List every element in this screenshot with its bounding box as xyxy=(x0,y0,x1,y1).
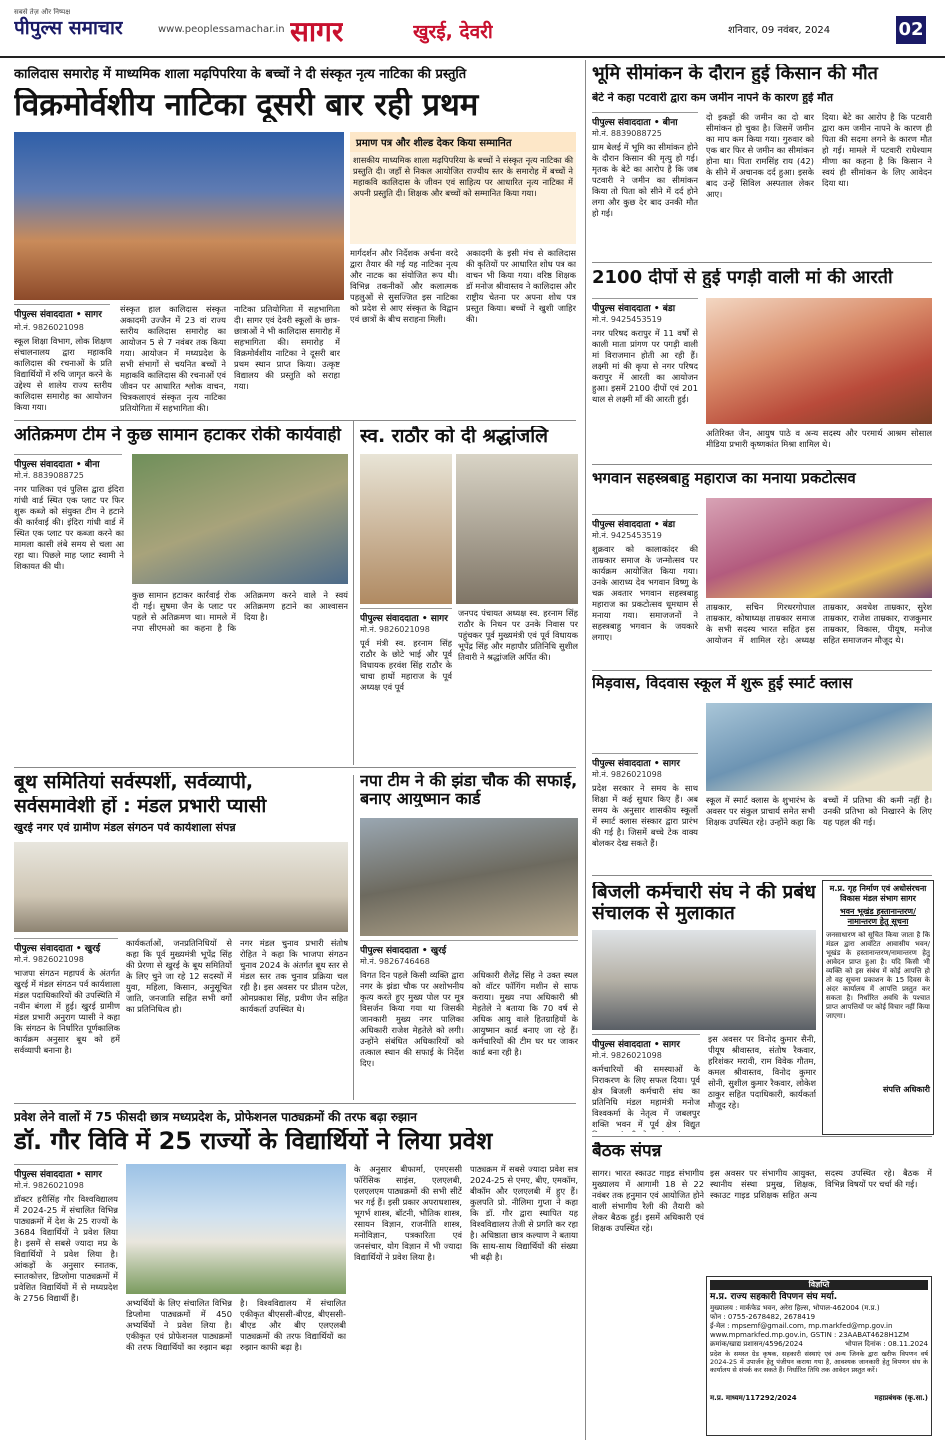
byline-place: बीना xyxy=(662,118,678,128)
ad-ref-number: क्रमांक/खाद्य प्रशासन/4596/2024 xyxy=(710,1340,803,1349)
story-headline: बेटे ने कहा पटवारी द्वारा कम जमीन नापने के कारण हुई मौत xyxy=(592,92,833,104)
story-kicker: प्रवेश लेने वालों में 75 फीसदी छात्र मध्यप्रदेश के, प्रोफेशनल पाठ्यक्रमों की तरफ बढ़ा रुझान xyxy=(14,1110,417,1124)
byline-name: पीपुल्स संवाददाता xyxy=(592,118,651,128)
story-headline: विक्रमोर्वशीय नाटिका दूसरी बार रही प्रथम xyxy=(14,88,479,123)
byline-place: खुरई xyxy=(84,944,101,954)
story-headline: नपा टीम ने की झंडा चौक की सफाई, बनाए आयुष्मान कार्ड xyxy=(360,772,578,808)
byline-name: पीपुल्स संवाददाता xyxy=(360,614,419,624)
story-column: कुछ सामान हटाकर कार्रवाई रोक दी गई। सुषमा जैन के प्लाट पर पहले से अतिक्रमण था। मामले में नपा सीएमओ का कहना है कि अतिक्रमण करने वाले ने स्वयं अतिक्रमण हटाने का आश्वासन दिया है। xyxy=(132,590,348,634)
story-headline: डॉ. गौर विवि में 25 राज्यों के विद्यार्थियों ने लिया प्रवेश xyxy=(14,1128,493,1155)
website-url[interactable]: www.peoplessamachar.in xyxy=(158,24,285,35)
byline-place: सागर xyxy=(430,614,448,624)
story-column: दो इकड़ों की जमीन का दो बार सीमांकन हो चुका है। जिसमें जमीन का माप कम किया गया। गुरुवार को एक बार फिर से जमीन का सीमांकन होना था। पिता रामसिंह राय (42) के सीने में अचानक दर्द हुआ। इसके बाद उन्हें सिविल अस्पताल लेकर आए। xyxy=(706,112,814,200)
portrait-photo xyxy=(360,454,452,604)
ad-signatory: महाप्रबंधक (कृ.सा.) xyxy=(874,1393,928,1402)
story-mobile: मो.नं. 9425453519 xyxy=(592,315,662,324)
story-column: कार्यकर्ताओं, जनप्रतिनिधियों से कहा कि पूर्व मुख्यमंत्री भूपेंद्र सिंह की प्रेरणा से खुरई के बूथ समितियों के लिए चुने जा रहे 12 सदस्यों में युवा, महिला, किसान, अनुसूचित जाति, जनजाति सहित सभी वर्गों का प्रतिनिधित्व हो। xyxy=(126,938,232,1015)
story-photo xyxy=(14,842,348,932)
subcities-title: खुरई, देवरी xyxy=(413,21,493,43)
story-headline: बैठक संपन्न xyxy=(592,1142,662,1161)
story-byline: पीपुल्स संवाददाता • खुरई xyxy=(360,940,578,956)
story-kicker: भूमि सीमांकन के दौरान हुई किसान की मौत xyxy=(592,64,878,84)
story-photo xyxy=(456,454,578,604)
byline-name: पीपुल्स संवाददाता xyxy=(592,1040,651,1050)
page-number: 02 xyxy=(896,16,926,44)
masthead xyxy=(0,0,945,58)
story-column: नगर परिषद करापुर में 11 वर्षों से काली माता प्रांगण पर पगड़ी वाली मां विराजमान होती आ रही हैं। लक्ष्मी मां की कृपा से नगर परिषद करापुर में आरती का आयोजन हुआ। इसमें 2100 दीपों एवं 201 थाल से लक्ष्मी माँ की आरती हुई। xyxy=(592,328,698,405)
story-column: शुक्रवार को कालाकांदर की ताम्रकार समाज के जन्मोत्सव पर कार्यक्रम आयोजित किया गया। उनके आराध्य देव भगवान विष्णु के चक्र अवतार भगवान सहस्त्रबाहु महाराज का प्रकटोत्सव धूमधाम से मनाया गया। समाजजनों ने सहस्त्रबाहु भगवान के जयकारे लगाए। xyxy=(592,544,698,643)
ad-reference-row xyxy=(710,1340,928,1349)
story-mobile: मो.नं. 9826746468 xyxy=(360,957,430,966)
byline-place: सागर xyxy=(662,759,680,769)
story-cleanliness xyxy=(360,772,578,1102)
story-byline: पीपुल्स संवाददाता • खुरई xyxy=(14,938,118,954)
story-column: नगर मंडल चुनाव प्रभारी संतोष रोहित ने कहा कि भाजपा संगठन चुनाव 2024 के अंतर्गत बूथ स्तर से मंडल स्तर तक चुनाव प्रक्रिया चल रही है। इस अवसर पर प्रीतम पटेल, ओमप्रकाश सिंह, प्रवीण जैन सहित कार्यकर्ता उपस्थित थे। xyxy=(240,938,348,1015)
story-headline: 2100 दीपों से हुई पगड़ी वाली मां की आरती xyxy=(592,268,893,288)
story-mobile: मो.नं. 8839088725 xyxy=(14,471,84,480)
story-diya-aarti xyxy=(592,266,932,462)
ad-email[interactable]: ई-मेल : mpsemf@gmail.com, mp.markfed@mp.gov.in xyxy=(710,1322,893,1331)
column-divider xyxy=(353,420,354,765)
story-headline-line1: बूथ समितियां सर्वस्पर्शी, सर्वव्यापी, xyxy=(14,772,254,793)
story-headline: भगवान सहस्त्रबाहु महाराज का मनाया प्रकटोत्सव xyxy=(592,470,856,487)
story-photo xyxy=(706,298,932,424)
section-rule xyxy=(592,670,932,671)
story-column: सागर। भारत स्काउट गाइड संभागीय मुख्यालय में आगामी 18 से 22 नवंबर तक हनुमान एवं आयोजित होने वाली संभागीय रैली की तैयारी को लेकर बैठक हुई। इसमें अधिकारी एवं शिक्षक उपस्थित रहे। xyxy=(592,1168,704,1234)
story-headline: बिजली कर्मचारी संघ ने की प्रबंध संचालक से मुलाकात xyxy=(592,882,816,924)
story-farmer-death xyxy=(592,60,932,260)
byline-place: बीना xyxy=(84,460,100,470)
edition-date: शनिवार, 09 नवंबर, 2024 xyxy=(728,25,831,36)
notice-signatory: संपत्ति अधिकारी xyxy=(882,1084,930,1094)
story-mobile: मो.नं. 9826021098 xyxy=(360,625,430,634)
story-byline: पीपुल्स संवाददाता • बीना xyxy=(14,454,122,470)
logo-tagline: सबसे तेज़ और निष्पक्ष xyxy=(14,8,71,16)
byline-name: पीपुल्स संवाददाता xyxy=(14,310,73,320)
byline-name: पीपुल्स संवाददाता xyxy=(592,304,651,314)
story-column: जनपद पंचायत अध्यक्ष स्व. हरनाम सिंह राठौर के निधन पर उनके निवास पर पहुंचकर पूर्व मुख्यमंत्री एवं पूर्व विधायक भूपेंद्र सिंह और महापौर प्रतिनिधि सुशील तिवारी ने श्रद्धांजलि अर्पित की। xyxy=(458,608,578,663)
housing-board-notice xyxy=(822,880,934,1135)
ad-footer xyxy=(710,1394,928,1403)
story-column: के अनुसार बीफार्मा, एमएससी फॉरेंसिक साइंस, एलएलबी, एलएलएम पाठ्यक्रमों की सभी सीटें भर गई हैं। इसी प्रकार अपराधशास्त्र, भूगर्भ शास्त्र, बॉटनी, भौतिक शास्त्र, रसायन विज्ञान, राजनीति शास्त्र, मनोविज्ञान, पत्रकारिता एवं जनसंचार, योग विज्ञान में भी ज्यादा विद्यार्थियों ने प्रवेश लिया है। xyxy=(354,1164,462,1263)
section-rule xyxy=(592,1136,932,1137)
story-mobile: मो.नं. 8839088725 xyxy=(592,129,662,138)
story-kicker: कालिदास समारोह में माध्यमिक शाला मढ़पिपरिया के बच्चों ने दी संस्कृत नृत्य नाटिका की प्रस्तुति xyxy=(14,67,467,82)
story-mobile: मो.नं. 9425453519 xyxy=(592,531,662,540)
story-column: डॉक्टर हरीसिंह गौर विश्वविद्यालय में 2024-25 में संचालित विभिन्न पाठ्यक्रमों में देश के 25 राज्यों के 3684 विद्यार्थियों ने प्रवेश लिया है। इसमें से सबसे ज्यादा मप्र के विद्यार्थियों ने प्रवेश लिया है। आंकड़ों के अनुसार स्नातक, स्नातकोत्तर, डिप्लोमा पाठ्यक्रमों में प्रवेशित विद्यार्थियों में से मध्यप्रदेश के 2756 विद्यार्थी हैं। xyxy=(14,1194,118,1304)
story-byline: पीपुल्स संवाददाता • सागर xyxy=(592,1034,700,1050)
story-column: ताम्रकार, सचिन गिरधरगोपाल ताम्रकार, कोषाध्यक्ष ताम्रकार समाज के सभी सदस्य भारत सहित इस आयोजन में शामिल रहे। अध्यक्ष ताम्रकार, अवधेश ताम्रकार, सुरेश ताम्रकार, राजेश ताम्रकार, राजकुमार ताम्रकार, विकास, पीयूष, मनोज सहित समाजजन मौजूद थे। xyxy=(706,602,932,646)
byline-name: पीपुल्स संवाददाता xyxy=(14,1170,73,1180)
column-divider xyxy=(585,60,586,1440)
story-booth-committee xyxy=(14,772,348,1102)
story-column: नगर पालिका एवं पुलिस द्वारा इंदिरा गांधी वार्ड स्थित एक प्लाट पर फिर शुरू कब्जे को संयुक्त टीम ने हटाने की कार्रवाई की। इंदिरा गांधी वार्ड में स्थित एक प्लाट पर कब्जा करने का मामला कासी लंबे समय से चला आ रहा था। पिछले माह प्लाट स्वामी ने शिकायत की थी। xyxy=(14,484,124,572)
markfed-advertisement xyxy=(706,1276,932,1436)
byline-place: सागर xyxy=(84,310,102,320)
byline-place: बंडा xyxy=(662,520,676,530)
story-column: स्कूल में स्मार्ट क्लास के शुभारंभ के अवसर पर संकुल प्राचार्य समेत सभी शिक्षक उपस्थित रहे। उन्होंने कहा कि बच्चों में प्रतिभा की कमी नहीं है। उनकी प्रतिभा को निखारने के लिए यह पहल की गई। xyxy=(706,795,932,828)
story-electricity-union xyxy=(592,878,816,1133)
newspaper-logo: पीपुल्स समाचार xyxy=(14,17,123,39)
story-mobile: मो.नं. 9826021098 xyxy=(14,1181,84,1190)
story-photo xyxy=(14,132,344,300)
section-rule xyxy=(14,1103,576,1104)
byline-place: खुरई xyxy=(430,946,447,956)
story-photo xyxy=(592,930,816,1030)
story-column: विगत दिन पहले किसी व्यक्ति द्वारा नगर के झंडा चौक पर अशोभनीय कृत्य करते हुए मुख्य पोल पर मूत्र विसर्जन किया गया था जिसकी जानकारी मुख्य नगर पालिका अधिकारी राजेश मेहतेले को लगी। उन्होंने संबंधित अधिकारियों को तत्काल स्थान की सफाई के निर्देश दिए। xyxy=(360,970,464,1069)
notice-body: जनसाधारण को सूचित किया जाता है कि मंडल द्वारा आवंटित आवासीय भवन/भूखंड के हस्तानान्तरण/नामान्तरण हेतु आवेदन प्राप्त हुआ है। यदि किसी भी व्यक्ति को इस संबंध में कोई आपत्ति हो तो वह सूचना प्रकाशन के 15 दिवस के अंदर कार्यालय में आपत्ति प्रस्तुत कर सकता है। निर्धारित अवधि के पश्चात प्राप्त आपत्तियों पर कोई विचार नहीं किया जाएगा। xyxy=(826,930,930,1021)
story-column: नाटिका प्रतियोगिता में सहभागिता दी। सागर एवं देवरी स्कूलों के छात्र-छात्राओं ने भी कालिदास समारोह में सहभागिता की। समारोह में विक्रमोर्वशीय नाटिका ने दूसरी बार प्रथम स्थान प्राप्त किया। उत्कृष्ट विद्यालय की प्रस्तुति को सराहा गया। xyxy=(234,304,340,392)
story-column: अधिकारी शैलेंद्र सिंह ने उक्त स्थल को वॉटर फॉगिंग मशीन से साफ कराया। मुख्य नपा अधिकारी श्री मेहतेले ने बताया कि 70 वर्ष से अधिक आयु वाले हितग्राहियों के आयुष्मान कार्ड बनाए जा रहे हैं। कर्मचारियों की टीम घर घर जाकर कार्ड बना रही है। xyxy=(472,970,578,1058)
story-tribute xyxy=(360,424,578,764)
story-byline: पीपुल्स संवाददाता • बीना xyxy=(592,112,698,128)
section-rule xyxy=(14,767,576,768)
story-sahastrabahu xyxy=(592,468,932,668)
story-mobile: मो.नं. 9826021098 xyxy=(14,323,84,332)
story-meeting xyxy=(592,1140,704,1440)
ad-phone: फोन : 0755-2678482, 2678419 xyxy=(710,1313,816,1322)
story-byline: पीपुल्स संवाददाता • सागर xyxy=(360,608,452,624)
story-byline: पीपुल्स संवाददाता • सागर xyxy=(14,304,110,320)
byline-name: पीपुल्स संवाददाता xyxy=(14,460,73,470)
ad-title: म.प्र. राज्य सहकारी विपणन संघ मर्या. xyxy=(710,1292,838,1303)
story-column: संस्कृत हाल कालिदास संस्कृत अकादमी उज्जैन में 23 वां राज्य स्तरीय कालिदास समारोह का आयोजन 5 से 7 नवंबर तक किया गया। आयोजन में मध्यप्रदेश के सभी संभागों से चयनित बच्चों ने महाकवि कालिदास की रचनाओं एवं जीवन पर आधारित श्लोक वाचन, चित्रकलाएवं संस्कृत नृत्य नाटिका प्रतियोगिता में सहभागिता की। xyxy=(120,304,226,414)
story-mobile: मो.नं. 9826021098 xyxy=(592,1051,662,1060)
story-headline: मिड़वास, विदवास स्कूल में शुरू हुई स्मार्ट क्लास xyxy=(592,675,853,692)
story-subhead: खुरई नगर एवं ग्रामीण मंडल संगठन पर्व कार्यशाला संपन्न xyxy=(14,822,236,834)
university-building-photo xyxy=(126,1164,346,1294)
byline-place: बंडा xyxy=(662,304,676,314)
story-column: प्रदेश सरकार ने समय के साथ शिक्षा में कई सुधार किए हैं। अब समय के अनुसार शासकीय स्कूलों में स्मार्ट क्लास संस्कार द्वारा प्रारंभ की गई है। जिसमें बच्चे टेक वाक्य बोलकर देख सकते हैं। xyxy=(592,783,698,849)
column-divider xyxy=(353,775,354,1100)
section-rule xyxy=(14,420,576,421)
story-intro: शासकीय माध्यमिक शाला मढ़पिपरिया के बच्चों ने संस्कृत नृत्य नाटिका की प्रस्तुति दी। जहाँ से निकल आयोजित राज्यीय स्तर के समारोह में बच्चों ने महाकवि कालिदास के जीवन एवं साहित्य पर आधारित नृत्य नाटिका में अपनी प्रस्तुति दी। शिक्षक और बच्चों को सम्मानित किया गया। xyxy=(350,152,576,244)
story-column: पाठ्यक्रम में सबसे ज्यादा प्रवेश सत्र 2024-25 से एमए, बीए, एमकॉम, बीकॉम और एलएलबी में हुए हैं। कुलपति प्रो. नीलिमा गुप्ता ने कहा कि डॉ. गौर द्वारा स्थापित यह विश्वविद्यालय तेजी से प्रगति कर रहा है। अधिष्ठाता छात्र कल्याण ने बताया कि साथ-साथ विद्यार्थियों की संख्या भी बढ़ी है। xyxy=(470,1164,578,1263)
section-rule xyxy=(592,875,932,876)
story-column: इस अवसर पर संभागीय आयुक्त, स्थानीय संस्था प्रमुख, शिक्षक, स्काउट गाइड प्रशिक्षक सहित अन्य सदस्य उपस्थित रहे। बैठक में विभिन्न विषयों पर चर्चा की गई। xyxy=(710,1168,932,1201)
section-rule xyxy=(592,262,932,263)
story-byline: पीपुल्स संवाददाता • सागर xyxy=(14,1164,118,1180)
story-encroachment xyxy=(14,424,348,764)
story-smart-class xyxy=(592,673,932,873)
story-column: पूर्व मंत्री स्व. हरनाम सिंह राठौर के छोटे भाई और पूर्व विधायक हरवंश सिंह राठौर के चाचा हाथों महाराज के पूर्व अध्यक्ष एवं पूर्व xyxy=(360,638,452,693)
story-column: इस अवसर पर विनोद कुमार सैनी, पीयूष श्रीवास्तव, संतोष रैकवार, हरिशंकर मरावी, राम विवेक गौतम, कमल श्रीवास्तव, विनोद कुमार सोनी, सुशील कुमार रैकवार, लोकेश ठाकुर सहित पदाधिकारी, कार्यकर्ता मौजूद रहे। xyxy=(708,1034,816,1111)
notice-title: म.प्र. गृह निर्माण एवं अधोसंरचना विकास मंडल संभाग सागर xyxy=(829,884,927,904)
story-column: कर्मचारियों की समस्याओं के निराकरण के लिए सफल दिया। पूर्व क्षेत्र बिजली कर्मचारी संघ का प्रतिनिधि मंडल महामंत्री मनोज विश्वकर्मा के नेतृत्व में जबलपुर शक्ति भवन में पूर्व क्षेत्र विद्युत xyxy=(592,1064,700,1130)
ad-label: विज्ञप्ति xyxy=(710,1280,928,1290)
ad-address: मुख्यालय : मार्कफेड भवन, अरेरा हिल्स, भोपाल-462004 (म.प्र.) xyxy=(710,1304,880,1313)
story-column: भाजपा संगठन महापर्व के अंतर्गत खुरई में मंडल संगठन पर्व कार्यशाला मंडल पदाधिकारियों की उपस्थिति में नवीन बंगला में हुई। खुरई ग्रामीण मंडल प्रभारी अनुराग प्यासी ने कहा कि संगठन के निर्धारित पूर्णकालिक कार्यक्रम अनुसार बूथ को हमें सर्वव्यापी बनाना है। xyxy=(14,968,120,1056)
story-headline-line2: सर्वसमावेशी हों : मंडल प्रभारी प्यासी xyxy=(14,796,267,817)
ad-body: प्रदेश के समस्त ग्रेड कृषक, सहकारी संस्थाएं एवं अन्य जिनके द्वारा खरीफ विपणन वर्ष 2024-25 में उपार्जन हेतु पंजीयन कराया गया है, आवश्यक जानकारी हेतु विपणन संघ के कार्यालय से संपर्क कर सकते हैं। निर्धारित तिथि तक आवेदन प्रस्तुत करें। xyxy=(710,1349,928,1375)
story-vikramorvashiya xyxy=(14,60,576,420)
byline-place: सागर xyxy=(84,1170,102,1180)
notice-subtitle: भवन भूखंड हस्तानान्तरण/नामान्तरण हेतु सूचना xyxy=(839,906,917,927)
story-byline: पीपुल्स संवाददाता • सागर xyxy=(592,753,698,769)
section-rule xyxy=(592,464,932,465)
story-column: स्कूल शिक्षा विभाग, लोक शिक्षण संचालनालय द्वारा महाकवि कालिदास की रचनाओं के प्रति विद्यार्थियों में रुचि जागृत करने के उद्देश्य से शालेय राज्य स्तरीय कालिदास समारोह का आयोजन किया गया। xyxy=(14,336,112,413)
story-photo xyxy=(360,818,578,936)
byline-name: पीपुल्स संवाददाता xyxy=(14,944,73,954)
ad-website[interactable]: www.mpmarkfed.mp.gov.in, GSTIN : 23AABAT4628H1ZM xyxy=(710,1331,909,1340)
city-title: सागर xyxy=(290,15,344,48)
byline-name: पीपुल्स संवाददाता xyxy=(360,946,419,956)
byline-place: सागर xyxy=(662,1040,680,1050)
story-subhead: प्रमाण पत्र और शील्ड देकर किया सम्मानित xyxy=(350,132,576,152)
ad-date: भोपाल दिनांक : 08.11.2024 xyxy=(845,1340,928,1349)
story-mobile: मो.नं. 9826021098 xyxy=(592,770,662,779)
story-university xyxy=(14,1106,578,1440)
story-byline: पीपुल्स संवाददाता • बंडा xyxy=(592,514,698,530)
story-column: अभ्यर्थियों के लिए संचालित विभिन्न डिप्लोमा पाठ्यक्रमों में 450 अभ्यर्थियों ने प्रवेश लिया है। एकीकृत एवं प्रोफेशनल पाठ्यक्रमों की तरफ विद्यार्थियों का रुझान बढ़ा है। विश्वविद्यालय में संचालित एकीकृत बीएससी-बीएड, बीएससी-बीएड और बीए एलएलबी पाठ्यक्रमों की तरफ विद्यार्थियों का रुझान काफी बढ़ा है। xyxy=(126,1298,346,1353)
byline-name: पीपुल्स संवाददाता xyxy=(592,520,651,530)
story-byline: पीपुल्स संवाददाता • बंडा xyxy=(592,298,698,314)
story-column: दिया। बेटे का आरोप है कि पटवारी द्वारा कम जमीन नापने के कारण ही पिता की सदमा लगने के कारण मौत हो गई। मामले में पटवारी राधेश्याम मीणा का कहना है कि किसान ने स्वयं ही सीमांकन के लिए आवेदन दिया था। xyxy=(822,112,932,189)
story-headline: अतिक्रमण टीम ने कुछ सामान हटाकर रोकी कार्यवाही xyxy=(14,426,341,445)
story-photo xyxy=(132,454,348,584)
story-photo xyxy=(706,498,932,598)
byline-name: पीपुल्स संवाददाता xyxy=(592,759,651,769)
story-column: ग्राम बेलई में भूमि का सीमांकन होने के दौरान किसान की मृत्यु हो गई। मृतक के बेटे का आरोप है कि जब पटवारी ने जमीन का सीमांकन किया तो पिता को सीने में दर्द होने लगा और कुछ देर बाद उनकी मौत हो गई। xyxy=(592,142,698,219)
story-headline: स्व. राठौर को दी श्रद्धांजलि xyxy=(360,426,549,447)
ad-footer-code: म.प्र. माध्यम/117292/2024 xyxy=(710,1393,797,1402)
story-mobile: मो.नं. 9826021098 xyxy=(14,955,84,964)
photo-caption: अतिरिक्त जैन, आयुष पाठे व अन्य सदस्य और परमार्थ आश्रम सोसाल मीडिया प्रभारी कृष्णकांत मिश्रा शामिल थे। xyxy=(706,428,932,450)
story-column: मार्गदर्शन और निर्देशक अर्चना वरदे द्वारा तैयार की गई यह नाटिका नृत्य और नाटक का संयोजित रूप थी। विभिन्न तकनीकों और कलात्मक पहलुओं से सुसज्जित इस नाटिका को प्रदेश से आए संस्कृत के विद्वान एवं छात्रों के बीच सराहना मिली। xyxy=(350,248,458,325)
story-column: अकादमी के इसी मंच से कालिदास की कृतियों पर आधारित शोध पत्र का वाचन भी किया गया। वरिष्ठ शिक्षक डॉ मनोज श्रीवास्तव ने कालिदास और राष्ट्रीय चेतना पर अपना शोध पत्र प्रस्तुत किया। बच्चों ने खुशी जाहिर की। xyxy=(466,248,576,325)
story-photo xyxy=(706,703,932,791)
